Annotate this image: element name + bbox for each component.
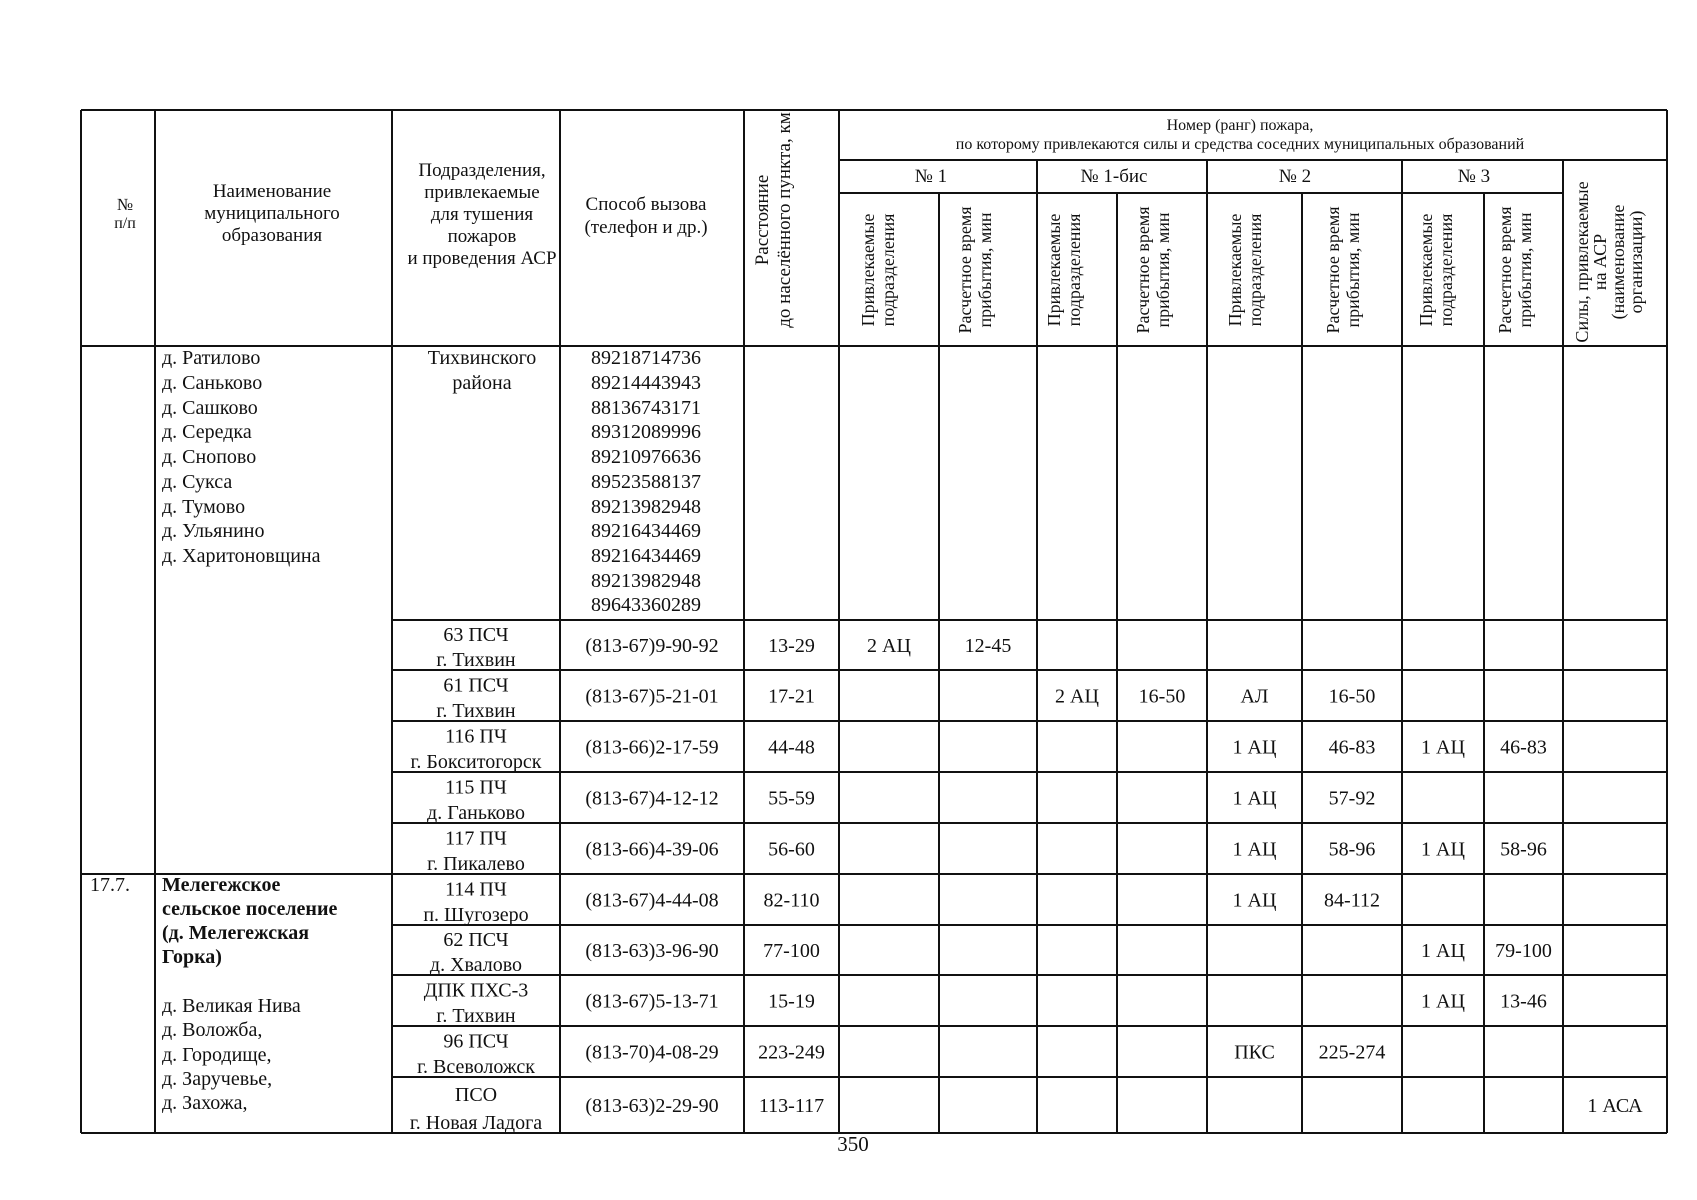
- subheader-time-rank1bis: [1133, 206, 1173, 333]
- rank-cell: 57-92: [1328, 787, 1376, 810]
- header-call-line: (телефон и др.): [584, 217, 708, 238]
- rank-label-3: № 3: [1457, 166, 1491, 187]
- distance-value: 55-59: [768, 787, 815, 810]
- distance-value: 113-117: [758, 1095, 825, 1117]
- unit-location: д. Хвалово: [429, 954, 523, 976]
- phone-number: 89210976636: [591, 446, 701, 468]
- subheader-line: Привлекаемые: [1044, 213, 1064, 327]
- unit-name: 116 ПЧ: [445, 725, 507, 748]
- phone-number: (813-63)2-29-90: [585, 1095, 719, 1117]
- settlement: д. Городище,: [162, 1044, 272, 1066]
- unit-location: п. Шугозеро: [423, 904, 529, 926]
- rank-label-1-bis: № 1-бис: [1080, 166, 1148, 187]
- header-units-line: для тушения: [430, 204, 534, 225]
- header-call-line: Способ вызова: [585, 194, 707, 215]
- rank-cell: 1 АЦ: [1232, 889, 1277, 912]
- phone-number: (813-67)5-21-01: [585, 685, 719, 708]
- phone-number: (813-70)4-08-29: [585, 1041, 719, 1064]
- subheader-line: прибытия, мин: [1515, 212, 1535, 328]
- subheader-line: Расчетное время: [1323, 206, 1343, 334]
- settlement: д. Тумово: [162, 496, 246, 518]
- unit-name: 114 ПЧ: [445, 878, 507, 901]
- phone-number: (813-67)4-12-12: [585, 787, 719, 810]
- rank-cell: 1 АЦ: [1421, 990, 1465, 1013]
- settlement: д. Середка: [162, 421, 252, 443]
- subheader-units-rank1: [858, 214, 898, 327]
- phone-number: 89213982948: [591, 570, 701, 592]
- rank-cell: 46-83: [1328, 736, 1376, 759]
- subheader-line: Расчетное время: [1495, 206, 1515, 334]
- subheader-line: организации): [1626, 210, 1646, 314]
- table-body-rows: [410, 624, 1643, 1134]
- subheader-line: Привлекаемые: [1225, 213, 1245, 327]
- phone-number: 89643360289: [591, 594, 701, 616]
- distance-value: 44-48: [768, 736, 815, 759]
- settlement: д. Ратилово: [162, 347, 261, 369]
- settlement: д. Сашково: [162, 397, 258, 419]
- settlement: д. Снопово: [162, 446, 257, 468]
- rank-cell: 1 АЦ: [1232, 838, 1277, 861]
- phone-number: 89214443943: [591, 372, 701, 394]
- municipality-name-line: Мелегежское: [162, 874, 281, 896]
- phone-number: 89218714736: [591, 347, 701, 369]
- header-units: [407, 160, 556, 269]
- rank-cell: 1 АСА: [1587, 1095, 1643, 1117]
- rank-cell: 46-83: [1500, 736, 1547, 759]
- subheader-line: на АСР: [1590, 233, 1610, 291]
- phone-number: (813-66)4-39-06: [585, 838, 719, 861]
- header-call-method: [584, 194, 707, 238]
- rank-cell: ПКС: [1234, 1041, 1275, 1064]
- rank-cell: 1 АЦ: [1232, 787, 1277, 810]
- phone-number: 89216434469: [591, 520, 701, 542]
- subheader-line: Привлекаемые: [858, 213, 878, 327]
- subheader-units-rank1bis: [1044, 214, 1084, 327]
- unit-name: ПСО: [454, 1084, 498, 1106]
- rank-cell: 2 АЦ: [1055, 685, 1099, 708]
- unit-name: ДПК ПХС-3: [423, 979, 529, 1002]
- distance-value: 15-19: [768, 990, 815, 1013]
- unit-name: 63 ПСЧ: [443, 624, 509, 646]
- page-number: 350: [837, 1132, 869, 1156]
- settlement: д. Великая Нива: [162, 995, 301, 1017]
- phone-number: 89216434469: [591, 545, 701, 567]
- subheader-line: подразделения: [1436, 213, 1456, 327]
- unit-location: г. Тихвин: [436, 1005, 516, 1027]
- distance-value: 77-100: [763, 940, 820, 962]
- subheader-units-rank3: [1416, 214, 1456, 327]
- settlement: д. Ульянино: [162, 520, 265, 542]
- subheader-line: подразделения: [1245, 213, 1265, 327]
- header-name-line: Наименование: [212, 181, 332, 202]
- row-number: 17.7.: [90, 874, 130, 896]
- header-number: [114, 195, 136, 232]
- subheader-line: Расчетное время: [1133, 206, 1153, 334]
- settlement: д. Воложба,: [162, 1019, 263, 1041]
- settlement: д. Сукса: [162, 471, 233, 493]
- phone-number: (813-63)3-96-90: [585, 940, 719, 962]
- subheader-line: Силы, привлекаемые: [1572, 181, 1592, 343]
- rank-label-2: № 2: [1278, 166, 1312, 187]
- rank-cell: 16-50: [1328, 685, 1376, 708]
- subheader-time-rank3: [1495, 206, 1535, 333]
- distance-value: 13-29: [768, 635, 815, 657]
- rank-cell: 225-274: [1318, 1041, 1386, 1064]
- rank-cell: 1 АЦ: [1421, 838, 1465, 861]
- unit-location: г. Пикалево: [427, 853, 525, 875]
- subheader-line: Расчетное время: [955, 206, 975, 334]
- settlement: д. Саньково: [162, 372, 263, 394]
- header-units-line: привлекаемые: [424, 182, 540, 203]
- municipality-name-line: сельское поселение: [162, 898, 338, 920]
- unit-line: района: [452, 372, 512, 394]
- subheader-line: Привлекаемые: [1416, 213, 1436, 327]
- phone-number: (813-67)4-44-08: [585, 889, 719, 912]
- block1-phones: [591, 347, 701, 616]
- phone-number: 89312089996: [591, 421, 701, 443]
- header-rank-title-line: по которому привлекаются силы и средства соседних муниципальных образований: [955, 136, 1525, 153]
- header-name: [204, 181, 340, 246]
- rank-cell: 1 АЦ: [1232, 736, 1277, 759]
- phone-number: (813-66)2-17-59: [585, 736, 719, 759]
- settlement: д. Харитоновщина: [162, 545, 321, 567]
- rank-cell: 16-50: [1138, 685, 1186, 708]
- header-rank-title: [956, 117, 1525, 153]
- rank-cell: 1 АЦ: [1421, 940, 1465, 962]
- unit-location: г. Тихвин: [436, 649, 516, 671]
- subheader-line: подразделения: [1064, 213, 1084, 327]
- block2: [90, 874, 337, 1114]
- municipality-name-line: (д. Мелегежская: [162, 922, 310, 944]
- unit-name: 96 ПСЧ: [443, 1030, 509, 1053]
- distance-value: 223-249: [758, 1041, 825, 1064]
- phone-number: 89213982948: [591, 496, 701, 518]
- unit-location: г. Новая Ладога: [409, 1112, 543, 1134]
- unit-name: 62 ПСЧ: [443, 929, 509, 951]
- rank-cell: 12-45: [964, 635, 1012, 657]
- block1-settlements: [162, 347, 321, 567]
- rank-cell: 13-46: [1500, 990, 1547, 1013]
- rank-label-1: № 1: [914, 166, 948, 187]
- rank-cell: 79-100: [1495, 940, 1552, 962]
- phone-number: 89523588137: [591, 471, 701, 493]
- subheader-line: прибытия, мин: [975, 212, 995, 328]
- subheader-line: подразделения: [878, 213, 898, 327]
- rank-cell: 84-112: [1324, 889, 1380, 912]
- phone-number: (813-67)5-13-71: [585, 990, 719, 1013]
- settlement: д. Заручевье,: [162, 1068, 273, 1090]
- subheader-line: (наименование: [1608, 204, 1628, 320]
- header-number-line: п/п: [114, 215, 136, 232]
- subheader-time-rank1: [955, 206, 995, 333]
- rank-cell: 58-96: [1500, 838, 1547, 861]
- subheader-line: прибытия, мин: [1343, 212, 1363, 328]
- settlement: д. Захожа,: [162, 1092, 248, 1114]
- unit-name: 115 ПЧ: [445, 776, 507, 799]
- subheader-units-rank2: [1225, 214, 1265, 327]
- unit-line: Тихвинского: [427, 347, 537, 369]
- distance-value: 82-110: [763, 889, 820, 912]
- phone-number: 88136743171: [591, 397, 701, 419]
- unit-name: 117 ПЧ: [445, 827, 507, 850]
- unit-name: 61 ПСЧ: [443, 674, 509, 697]
- header-distance-line: до населённого пункта, км: [774, 112, 795, 328]
- header-units-line: Подразделения,: [418, 160, 546, 181]
- header-units-line: пожаров: [447, 226, 517, 247]
- header-units-line: и проведения АСР: [407, 248, 557, 269]
- header-number-line: №: [116, 195, 134, 214]
- unit-location: д. Ганьково: [427, 802, 525, 824]
- distance-value: 56-60: [768, 838, 815, 861]
- header-distance: [752, 112, 795, 327]
- rank-cell: 2 АЦ: [867, 635, 911, 657]
- unit-location: г. Тихвин: [436, 700, 516, 722]
- header-name-line: образования: [221, 225, 323, 246]
- distance-value: 17-21: [768, 685, 815, 708]
- block1-unit: [428, 347, 537, 394]
- header-name-line: муниципального: [204, 203, 340, 224]
- subheader-line: прибытия, мин: [1153, 212, 1173, 328]
- subheader-asr: [1572, 181, 1647, 342]
- rank-cell: АЛ: [1240, 685, 1269, 708]
- unit-location: г. Всеволожск: [417, 1056, 535, 1078]
- municipality-name-line: Горка): [162, 946, 222, 968]
- phone-number: (813-67)9-90-92: [585, 635, 719, 657]
- rank-cell: 58-96: [1328, 838, 1376, 861]
- unit-location: г. Бокситогорск: [410, 751, 542, 773]
- header-distance-line: Расстояние: [752, 174, 773, 266]
- header-rank-title-line: Номер (ранг) пожара,: [1166, 117, 1314, 134]
- subheader-time-rank2: [1323, 206, 1363, 333]
- rank-cell: 1 АЦ: [1421, 736, 1465, 759]
